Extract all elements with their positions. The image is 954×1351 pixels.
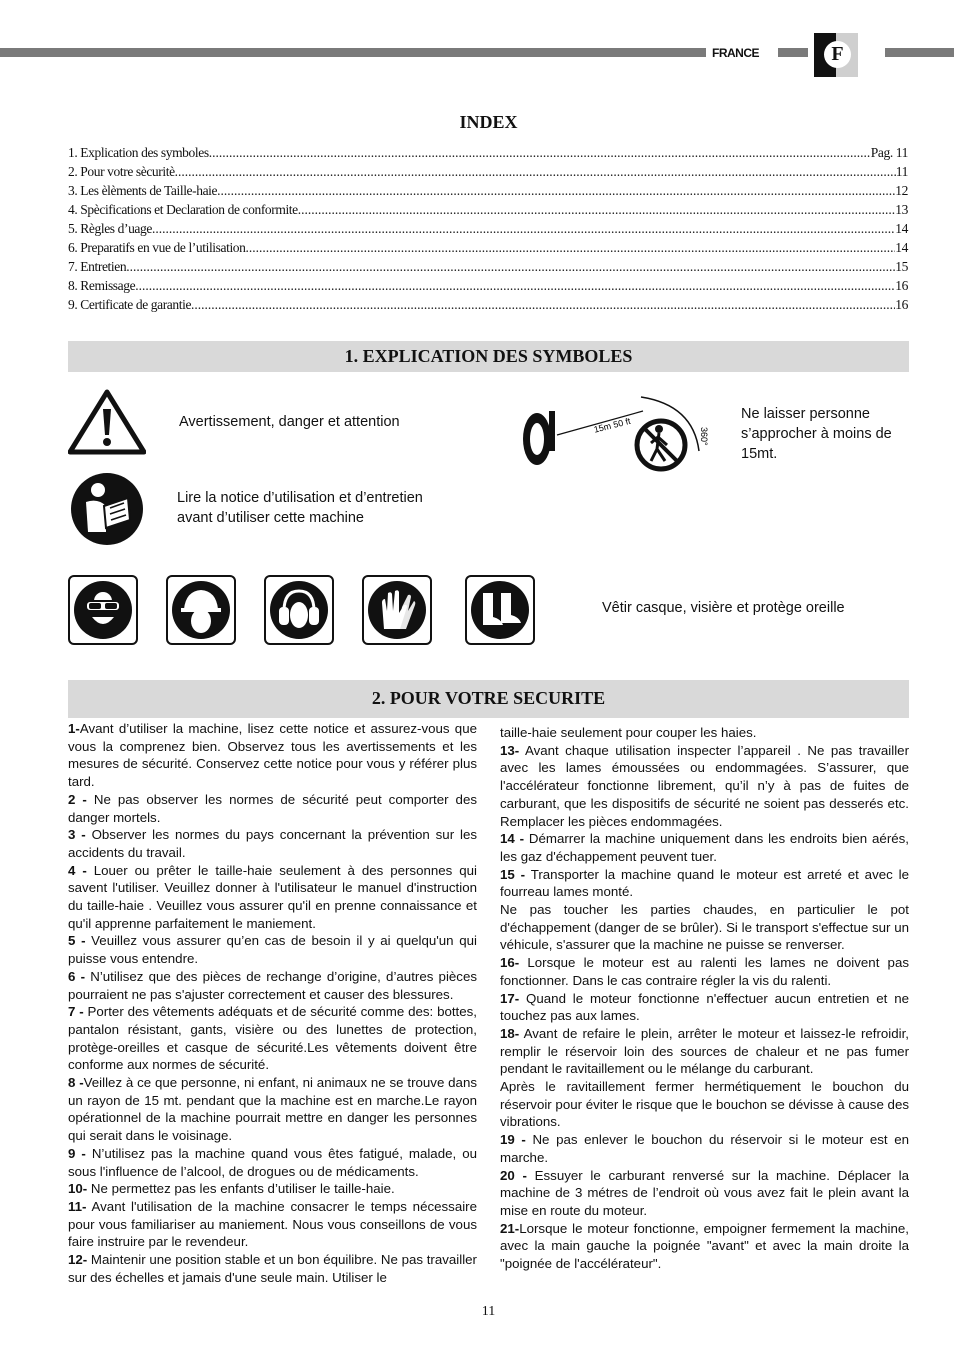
angle-label: 360° xyxy=(699,427,709,446)
safety-rule: 19 - Ne pas enlever le bouchon du réservoir si le moteur est en marche. xyxy=(500,1132,909,1165)
safety-rule: 7 - Porter des vêtements adéquats et de sécurité comme des: bottes, pantalon résistant, gants, visière ou des lunettes de protection, protège-oreilles et casque de sécurité.Les vêtements doivent être conforme aux normes de sécurité. xyxy=(68,1004,477,1073)
safety-rule: 8 -Veillez à ce que personne, ni enfant, ni animaux ne se trouve dans un rayon de 15 mt. pendant que la machine est en marche.Le rayon opérationnel de la machine pourrait mettre en danger les personnes qui serait dans le voisinage. xyxy=(68,1075,477,1144)
warning-triangle-icon xyxy=(68,389,146,455)
safety-rule: 11- Avant l'utilisation de la machine consacrer le temps nécessaire pour vous familiariser au maniement. Nous vous conseillons de vous faire instruire par le revendeur. xyxy=(68,1198,477,1250)
country-label: FRANCE xyxy=(712,46,759,60)
safety-rule: 3 - Observer les normes du pays concernant la prévention sur les accidents du travail. xyxy=(68,827,477,860)
index-item[interactable]: 2. Pour votre sècuritè ..... 11 xyxy=(68,162,908,181)
distance-text: Ne laisser personne s’approcher à moins de 15mt. xyxy=(741,406,892,462)
safety-rule: 9 - N’utilisez pas la machine quand vous êtes fatigué, malade, ou sous l'influence de l’alcool, de drogues ou de médicaments. xyxy=(68,1145,477,1179)
index-title: INDEX xyxy=(459,112,518,132)
safety-rule: Ne pas toucher les parties chaudes, en particulier le pot d'échappement (danger de se brûler). Si le transport s'effectue sur un véhicule, s'assurer que la machine ne puisse se renverser. xyxy=(500,902,909,953)
helmet-icon xyxy=(166,575,236,645)
safety-rule: 2 - Ne pas observer les normes de sécurité peut comporter des danger mortels. xyxy=(68,791,477,825)
index-item[interactable]: 1. Explication des symboles ..... Pag. 11 xyxy=(68,143,908,162)
security-column-right xyxy=(500,724,909,1273)
index-item[interactable]: 7. Entretien ..... 15 xyxy=(68,257,908,276)
safety-rule: 5 - Veuillez vous assurer qu’en cas de besoin il y ai quelqu'un qui puisse vous entendre. xyxy=(68,933,477,967)
ppe-text: Vêtir casque, visière et protège oreille xyxy=(602,600,845,616)
index-item[interactable]: 4. Spècifications et Declaration de conformite ..... 13 xyxy=(68,200,908,219)
header-bar-right xyxy=(885,48,954,57)
distance-warning-icon xyxy=(521,391,711,475)
ear-protection-icon xyxy=(264,575,334,645)
safety-rule: 16- Lorsque le moteur est au ralenti les lames ne doivent pas fonctionner. Dans le cas contraire régler la vis du ralenti. xyxy=(500,955,909,988)
safety-rule: 17- Quand le moteur fonctionne n'effectuer aucun entretien et ne touchez pas aux lames. xyxy=(500,990,909,1024)
language-badge xyxy=(814,33,858,77)
safety-rule: 10- Ne permettez pas les enfants d’utiliser le taille-haie. xyxy=(68,1181,395,1197)
index-item[interactable]: 5. Règles d’uage ..... 14 xyxy=(68,219,908,238)
safety-rule: 14 - Démarrer la machine uniquement dans les endroits bien aérés, les gaz d'échappement peuvent tuer. xyxy=(500,831,909,864)
safety-rule: 12- Maintenir une position stable et un bon équilibre. Ne pas travailler sur des échelles et jamais d'une seule main. Utiliser le xyxy=(68,1252,477,1285)
boots-icon xyxy=(465,575,535,645)
manual-reading-icon xyxy=(70,472,144,546)
index-item[interactable]: 6. Preparatifs en vue de l’utilisation ..... 14 xyxy=(68,238,908,257)
section-title-symbols: 1. EXPLICATION DES SYMBOLES xyxy=(68,341,909,372)
safety-rule: 20 - Essuyer le carburant renversé sur la machine. Déplacer la machine de 3 métres de l’endroit où vous avez fait le plein avant la mise en route du moteur. xyxy=(500,1167,909,1218)
safety-rule: 6 - N’utilisez que des pièces de rechange d’origine, d’autres pièces pourraient ne pas s'ajuster correctement et causer des blessures. xyxy=(68,968,477,1002)
goggles-mask-icon xyxy=(68,575,138,645)
safety-rule: 15 - Transporter la machine quand le moteur est arreté et avec le fourreau lames monté. xyxy=(500,866,909,900)
safety-rule: 18- Avant de refaire le plein, arrêter le moteur et laissez-le refroidir, remplir le réservoir loin des sources de chaleur et ne pas fumer pendant le ravitaillement ou le mélange du carburant. xyxy=(500,1025,909,1077)
safety-rule: 1-Avant d’utiliser la machine, lisez cette notice et assurez-vous que vous la comprenez bien. Observez tous les avertissements et les mesures de sécurité. Conservez cette notice pour vous y référer plus tard. xyxy=(68,721,477,790)
safety-rule: taille-haie seulement pour couper les haies. xyxy=(500,725,757,740)
page-number: 11 xyxy=(481,1304,496,1319)
index-item[interactable]: 3. Les èlèments de Taille-haie ..... 12 xyxy=(68,181,908,200)
gloves-icon xyxy=(362,575,432,645)
safety-rule: 4 - Louer ou prêter le taille-haie seulement à des personnes qui savent l'utiliser. Veuillez donner à l'utilisateur le manuel d'instruction du taille-haie . Veuillez vous assurer qu'il en prenne connaissance et qu'il apprenne parfaitement le maniement. xyxy=(68,862,477,931)
language-letter: F xyxy=(824,41,851,68)
manual-text: Lire la notice d’utilisation et d’entretien avant d’utiliser cette machine xyxy=(177,490,423,526)
index-list xyxy=(68,143,908,314)
distance-label: 15m 50 ft xyxy=(592,415,632,435)
safety-rule: 21-Lorsque le moteur fonctionne, empoigner fermement la machine, avec la main gauche la poignée "avant" et avec la main droite la "poignée de l'accélérateur". xyxy=(500,1220,909,1272)
header-bar-left xyxy=(0,48,706,57)
safety-rule: Après le ravitaillement fermer hermétiquement le bouchon du réservoir pour éviter le risque que le bouchon se dévisse à cause des vibrations. xyxy=(500,1079,909,1130)
header-bar-mid xyxy=(778,48,808,57)
warning-text: Avertissement, danger et attention xyxy=(179,414,400,430)
section-title-security: 2. POUR VOTRE SECURITE xyxy=(68,680,909,718)
index-item[interactable]: 9. Certificate de garantie ..... 16 xyxy=(68,295,908,314)
index-item[interactable]: 8. Remissage ..... 16 xyxy=(68,276,908,295)
safety-rule: 13- Avant chaque utilisation inspecter l’appareil . Ne pas travailler avec les lames émoussées ou endommagées. S’assurer, que l'accélérateur fonctionne librement, qu’il n’y à pas de fuites de carburant, que les dispositifs de sécurité ne soient pas desserés etc. Remplacer les pièces endommagées. xyxy=(500,742,909,829)
security-column-left xyxy=(68,720,477,1287)
